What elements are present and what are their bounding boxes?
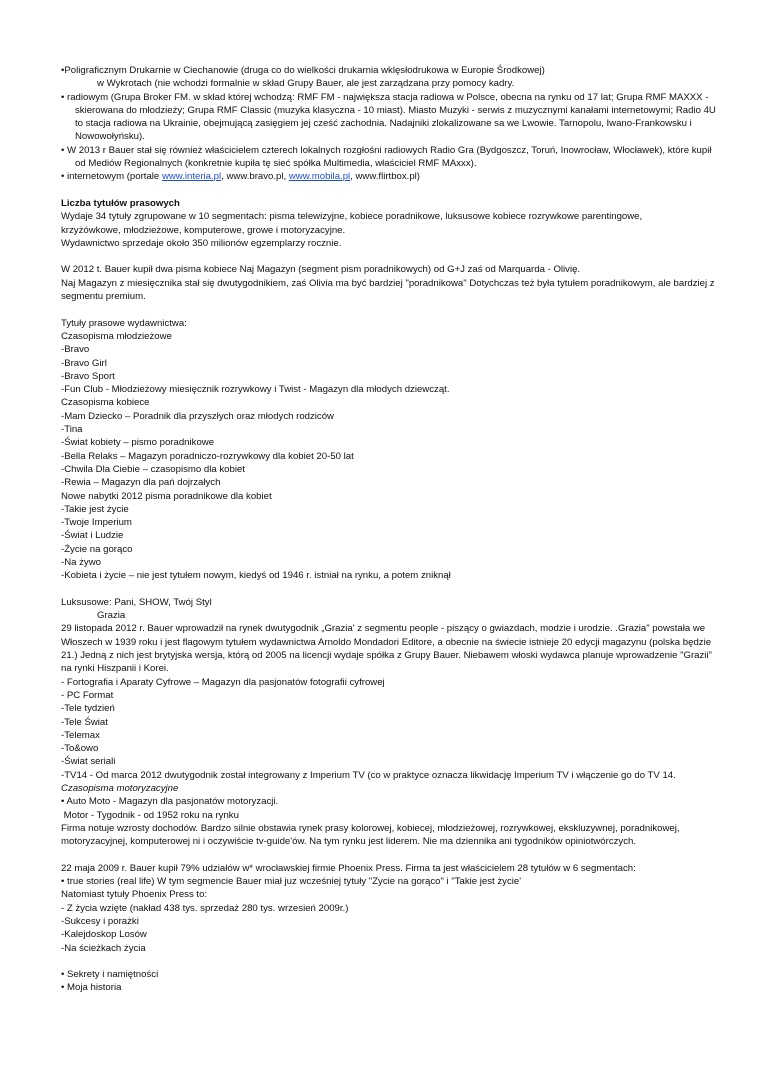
- spacer: [61, 955, 720, 968]
- section-heading-counts: Liczba tytułów prasowych: [61, 197, 180, 209]
- media-line-printing: •Poligraficznym Drukarnie w Ciechanowie (druga co do wielkości drukarnia wklęsłodrukowa w Europie Środkowej): [61, 65, 545, 76]
- counts-line-2: krzyżówkowe, młodzieżowe, komputerowe, growe i motoryzacyjne.: [61, 224, 346, 236]
- moto-line-2: Motor - Tygodnik - od 1952 roku na rynku: [61, 809, 239, 821]
- list-item: -Bravo: [61, 344, 90, 356]
- list-item: -Rewia – Magazyn dla pań dojrzałych: [61, 477, 221, 489]
- spacer: [61, 184, 720, 197]
- internet-prefix: • internetowym (portale: [61, 171, 162, 183]
- moto-heading: Czasopisma motoryzacyjne: [61, 783, 179, 795]
- phoenix-list: [61, 902, 720, 955]
- media-line-internet: [61, 170, 720, 183]
- phoenix-line-1: 22 maja 2009 r. Bauer kupił 79% udziałów w* wrocławskiej firmie Phoenix Press. Firma ta jest właścicielem 28 tytułów w 6 segmentach:: [61, 862, 636, 874]
- list-item: -Telemax: [61, 729, 100, 741]
- grazia-label: Grazia: [97, 610, 126, 622]
- phoenix-bullet-1: • Sekrety i namiętności: [61, 969, 159, 981]
- list-item: -Kalejdoskop Losów: [61, 929, 147, 941]
- list-item: -To&owo: [61, 743, 99, 755]
- link-mobila[interactable]: www.mobila.pl: [288, 171, 351, 183]
- list-item: - PC Format: [61, 689, 114, 701]
- list-item: -Sukcesy i porażki: [61, 916, 139, 927]
- list-item: -Tina: [61, 424, 83, 436]
- list-item: -Mam Dziecko – Poradnik dla przyszłych oraz młodych rodziców: [61, 410, 334, 422]
- list-item: -Świat i Ludzie: [61, 530, 124, 542]
- spacer: [61, 849, 720, 862]
- list-item: - Z życia wzięte (nakład 438 tys. sprzedaż 280 tys. wrzesień 2009r.): [61, 902, 349, 914]
- list-item: Czasopisma młodzieżowe: [61, 330, 172, 342]
- list-item: -Twoje Imperium: [61, 517, 132, 529]
- list-item: - Fortografia i Aparaty Cyfrowe – Magazyn dla pasjonatów fotografii cyfrowej: [61, 676, 385, 688]
- list-item: -Bravo Sport: [61, 370, 115, 382]
- luxury-list: [61, 676, 720, 782]
- list-item: -Bella Relaks – Magazyn poradniczo-rozrywkowy dla kobiet 20-50 lat: [61, 450, 354, 462]
- moto-line-1: • Auto Moto - Magazyn dla pasjonatów motoryzacji.: [61, 796, 279, 808]
- spacer: [61, 583, 720, 596]
- list-item: Tytuły prasowe wydawnictwa:: [61, 317, 187, 329]
- list-item: -Bravo Girl: [61, 357, 107, 369]
- media-paragraph-radio-gra: • W 2013 r Bauer stał się również właścicielem czterech lokalnych rozgłośni radiowych Radio Gra (Bydgoszcz, Toruń, Inowrocław, Włocławek), które kupił od Mediów Regionalnych (konkretnie kupiła tę sieć spółka Multimedia, właściciel RMF MAxxx).: [61, 144, 712, 170]
- list-item: -Tele Świat: [61, 716, 108, 728]
- media-paragraph-radio: • radiowym (Grupa Broker FM. w skład której wchodzą: RMF FM - największa stacja radiowa w Polsce, obecna na rynku od 17 lat; Grupa RMF MAXXX - skierowana do młodzieży; Grupa RMF Classic (muzyka klasyczna - 10 miast). Miasto Muzyki - serwis z muzycznymi kanałami internetowymi; Radio 4U to stacja radiowa na Ukrainie, obejmującą zasięgiem jej cześć zachodnia. Nadajniki zlokalizowane sa we Lwowie. Tarnopolu, Iwano-Frankowsku i Nowowołyńsku).: [61, 91, 716, 143]
- list-item: -Kobieta i życie – nie jest tytułem nowym, kiedyś od 1946 r. istniał na rynku, a potem zniknął: [61, 570, 451, 582]
- internet-mid: , www.bravo.pl,: [221, 171, 289, 183]
- phoenix-line-3: Natomiast tytuły Phoenix Press to:: [61, 889, 208, 901]
- list-item: -TV14 - Od marca 2012 dwutygodnik został integrowany z Imperium TV (co w praktyce oznacza likwidację Imperium TV i włączenie go do TV 14.: [61, 769, 676, 781]
- list-item: Czasopisma kobiece: [61, 397, 150, 409]
- list-item: -Na ścieżkach życia: [61, 942, 146, 954]
- phoenix-line-2: • true stories (real life) W tym segmencie Bauer miał juz wcześniej tytuły "Zycie na gorąco" i "Takie jest życie': [61, 876, 522, 888]
- acq2012-line-1: W 2012 t. Bauer kupił dwa pisma kobiece Naj Magazyn (segment pism poradnikowych) od G+J zaś od Marquarda - Olivię.: [61, 264, 581, 276]
- list-item: -Tele tydzień: [61, 703, 115, 715]
- media-line-wykroty: w Wykrotach (nie wchodzi formalnie w skład Grupy Bauer, ale jest zarządzana przy pomocy kadry.: [97, 78, 515, 90]
- firm-paragraph: Firma notuje wzrosty dochodów. Bardzo silnie obstawia rynek prasy kolorowej, kobiecej, młodzieżowej, rozrywkowej, ekskluzywnej, poradnikowej, motoryzacyjnej, komputerowej ni i oczywiście tv-guide'ów. Na tym rynku jest liderem. Nie ma dziennika ani tygodników opiniotwórczych.: [61, 822, 680, 848]
- list-item: -Świat seriali: [61, 756, 116, 768]
- list-item: -Życie na gorąco: [61, 543, 133, 555]
- list-item: Nowe nabytki 2012 pisma poradnikowe dla kobiet: [61, 490, 272, 502]
- list-item: -Chwila Dla Ciebie – czasopismo dla kobiet: [61, 463, 245, 475]
- luxury-line: Luksusowe: Pani, SHOW, Twój Styl: [61, 596, 212, 608]
- spacer: [61, 303, 720, 316]
- list-item: -Takie jest życie: [61, 503, 129, 515]
- list-item: -Na żywo: [61, 556, 101, 568]
- link-interia[interactable]: www.interia.pl: [161, 171, 222, 183]
- list-item: -Fun Club - Młodzieżowy miesięcznik rozrywkowy i Twist - Magazyn dla młodych dziewcząt.: [61, 384, 450, 396]
- acq2012-paragraph: Naj Magazyn z miesięcznika stał się dwutygodnikiem, zaś Olivia ma być bardziej "poradnikowa" Dotychczas też była tytułem poradnikowym, ale bardziej z segmentu premium.: [61, 277, 715, 303]
- list-item: -Świat kobiety – pismo poradnikowe: [61, 437, 215, 449]
- internet-suffix: , www.flirtbox.pl): [350, 171, 421, 183]
- titles-list: [61, 317, 720, 583]
- spacer: [61, 250, 720, 263]
- counts-line-1: Wydaje 34 tytuły zgrupowane w 10 segmentach: pisma telewizyjne, kobiece poradnikowe, luksusowe kobiece rozrywkowe parentingowe,: [61, 211, 643, 223]
- phoenix-bullet-2: • Moja historia: [61, 982, 122, 994]
- counts-line-3: Wydawnictwo sprzedaje około 350 milionów egzemplarzy rocznie.: [61, 237, 342, 249]
- grazia-paragraph: 29 listopada 2012 r. Bauer wprowadził na rynek dwutygodnik „Grazia' z segmentu people - piszący o gwiazdach, modzie i urodzie. .Grazia" powstała we Włoszech w 1939 roku i jest flagowym tytułem wydawnictwa Arnoldo Mondadori Editore, a obecnie na świecie istnieje 20 edycji magazynu (polska będzie 21.) Jedną z nich jest brytyjska wersja, którą od 2005 na licencji wydaje spółka z Grupy Bauer. Niebawem włoski wydawca planuje wprowadzenie "Grazii" na rynki Hiszpanii i Korei.: [61, 623, 712, 675]
